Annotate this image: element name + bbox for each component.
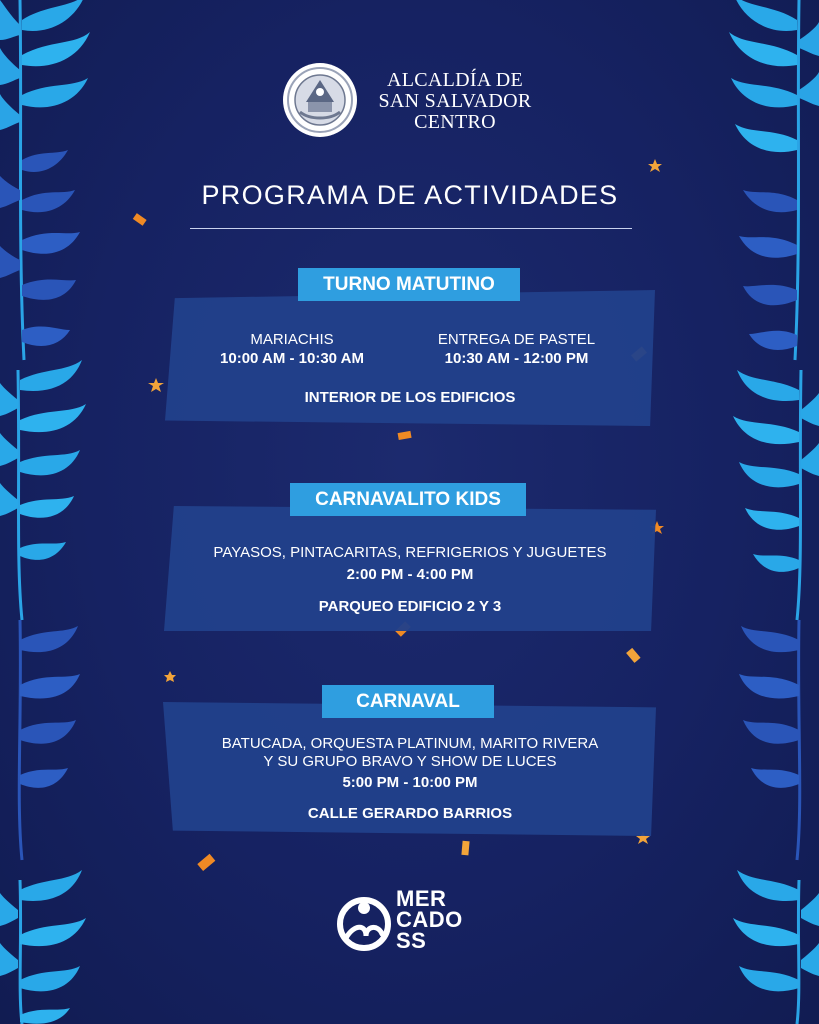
mercados-logo-icon <box>336 888 392 956</box>
star-icon <box>164 671 176 682</box>
section-activities-line-2: Y SU GRUPO BRAVO Y SHOW DE LUCES <box>263 753 557 770</box>
section-location: CALLE GERARDO BARRIOS <box>307 805 513 822</box>
section-label-kids: CARNAVALITO KIDS <box>290 483 526 516</box>
brand-line-3: SS <box>396 928 427 953</box>
section-time: 2:00 PM - 4:00 PM <box>346 566 474 583</box>
header <box>282 62 582 134</box>
org-line-3: CENTRO <box>414 111 496 133</box>
section-time: 5:00 PM - 10:00 PM <box>342 774 478 791</box>
org-line-2: SAN SALVADOR <box>378 90 532 112</box>
event-name: ENTREGA DE PASTEL <box>437 331 596 348</box>
section-activities: PAYASOS, PINTACARITAS, REFRIGERIOS Y JUGUETES <box>213 544 607 561</box>
star-icon <box>148 378 164 392</box>
event-name: MARIACHIS <box>250 331 334 348</box>
event-time: 10:30 AM - 12:00 PM <box>444 350 589 367</box>
brand-line-1: MER <box>396 886 447 911</box>
city-seal-icon <box>282 62 358 138</box>
star-icon <box>648 159 662 172</box>
org-line-1: ALCALDÍA DE <box>386 69 524 91</box>
title-divider <box>190 228 632 229</box>
section-location: PARQUEO EDIFICIO 2 Y 3 <box>318 598 502 615</box>
event-time: 10:00 AM - 10:30 AM <box>220 350 364 367</box>
section-location: INTERIOR DE LOS EDIFICIOS <box>304 389 516 406</box>
mercados-wordmark <box>396 888 463 951</box>
brand-line-2: CADO <box>396 907 463 932</box>
organization-name <box>370 70 540 133</box>
mercados-brand <box>336 888 486 958</box>
section-activities-line-1: BATUCADA, ORQUESTA PLATINUM, MARITO RIVERA <box>221 735 599 752</box>
program-title: PROGRAMA DE ACTIVIDADES <box>201 180 619 210</box>
section-label-carnival: CARNAVAL <box>322 685 494 718</box>
section-label-morning: TURNO MATUTINO <box>298 268 520 301</box>
